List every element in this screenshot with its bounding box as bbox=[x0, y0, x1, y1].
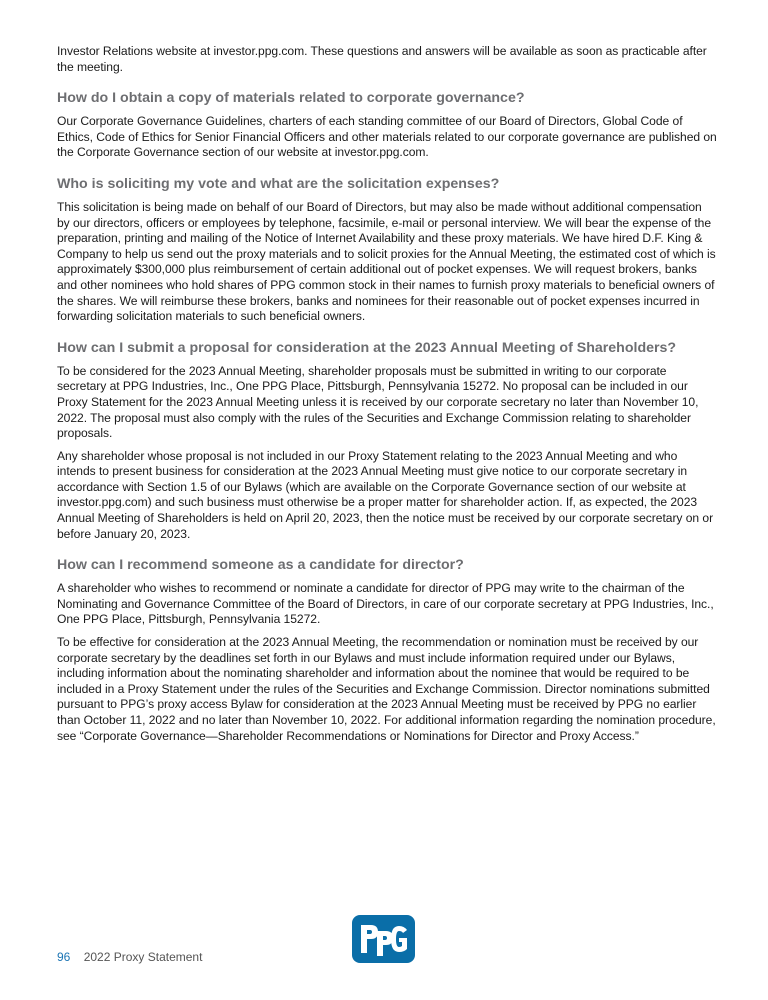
paragraph-recommend-candidate-2: To be effective for consideration at the 2023 Annual Meeting, the recommendation or nomination must be received by our corporate secretary by the deadlines set forth in our Bylaws and must include information required under our Bylaws, including information about the nominating shareholder and information about the nominee that would be required to be included in a Proxy Statement under the rules of the Securities and Exchange Commission. Director nominations submitted pursuant to PPG’s proxy access Bylaw for consideration at the 2023 Annual Meeting must be received by PPG no earlier than October 11, 2022 and no later than November 10, 2022. For additional information regarding the nomination procedure, see “Corporate Governance—Shareholder Recommendations or Nominations for Director and Proxy Access.” bbox=[57, 635, 716, 743]
paragraph-corporate-governance-materials: Our Corporate Governance Guidelines, charters of each standing committee of our Board of Directors, Global Code of Ethics, Code of Ethics for Senior Financial Officers and other materials related to our corporate governance are published on the Corporate Governance section of our website at investor.ppg.com. bbox=[57, 114, 717, 160]
ppg-logo bbox=[352, 915, 415, 963]
paragraph-recommend-candidate-1: A shareholder who wishes to recommend or nominate a candidate for director of PPG may write to the chairman of the Nominating and Governance Committee of the Board of Directors, in care of our corporate secretary at PPG Industries, Inc., One PPG Place, Pittsburgh, Pennsylvania 15272. bbox=[57, 581, 714, 627]
heading-corporate-governance-materials: How do I obtain a copy of materials related to corporate governance? bbox=[57, 90, 525, 107]
paragraph-submit-proposal-2: Any shareholder whose proposal is not included in our Proxy Statement relating to the 2023 Annual Meeting and who intends to present business for consideration at the 2023 Annual Meeting must give notice to our corporate secretary in accordance with Section 1.5 of our Bylaws (which are available on the Corporate Governance section of our website at investor.ppg.com) and such business must otherwise be a proper matter for shareholder action. If, as expected, the 2023 Annual Meeting of Shareholders is held on April 20, 2023, then the notice must be received by our corporate secretary on or before January 20, 2023. bbox=[57, 448, 714, 541]
heading-recommend-candidate: How can I recommend someone as a candidate for director? bbox=[57, 557, 464, 574]
heading-solicitation-expenses: Who is soliciting my vote and what are the solicitation expenses? bbox=[57, 175, 500, 192]
ppg-logo-icon bbox=[358, 921, 410, 957]
heading-submit-proposal: How can I submit a proposal for consideration at the 2023 Annual Meeting of Shareholders? bbox=[57, 339, 677, 356]
paragraph-solicitation-expenses: This solicitation is being made on behalf of our Board of Directors, but may also be made without additional compensation by our directors, officers or employees by telephone, facsimile, e-mail or personal interview. We will bear the expense of the preparation, printing and mailing of the Notice of Internet Availability and these proxy materials. We have hired D.F. King & Company to help us send out the proxy materials and to solicit proxies for the Annual Meeting, the estimated cost of which is approximately $300,000 plus reimbursement of certain additional out of pocket expenses. We will request brokers, banks and other nominees who hold shares of PPG common stock in their names to furnish proxy materials to beneficial owners of the shares. We will reimburse these brokers, banks and nominees for their reasonable out of pocket expenses incurred in forwarding solicitation materials to such beneficial owners. bbox=[57, 199, 716, 324]
document-page bbox=[57, 44, 717, 751]
page-number: 96 bbox=[57, 950, 71, 964]
paragraph-intro: Investor Relations website at investor.ppg.com. These questions and answers will be available as soon as practicable after the meeting. bbox=[57, 44, 707, 74]
document-title: 2022 Proxy Statement bbox=[83, 950, 203, 964]
paragraph-submit-proposal-1: To be considered for the 2023 Annual Meeting, shareholder proposals must be submitted in writing to our corporate secretary at PPG Industries, Inc., One PPG Place, Pittsburgh, Pennsylvania 15272. No proposal can be included in our Proxy Statement for the 2023 Annual Meeting unless it is received by our corporate secretary no later than November 10, 2022. The proposal must also comply with the rules of the Securities and Exchange Commission relating to shareholder proposals. bbox=[57, 363, 699, 441]
page-footer bbox=[57, 950, 202, 964]
